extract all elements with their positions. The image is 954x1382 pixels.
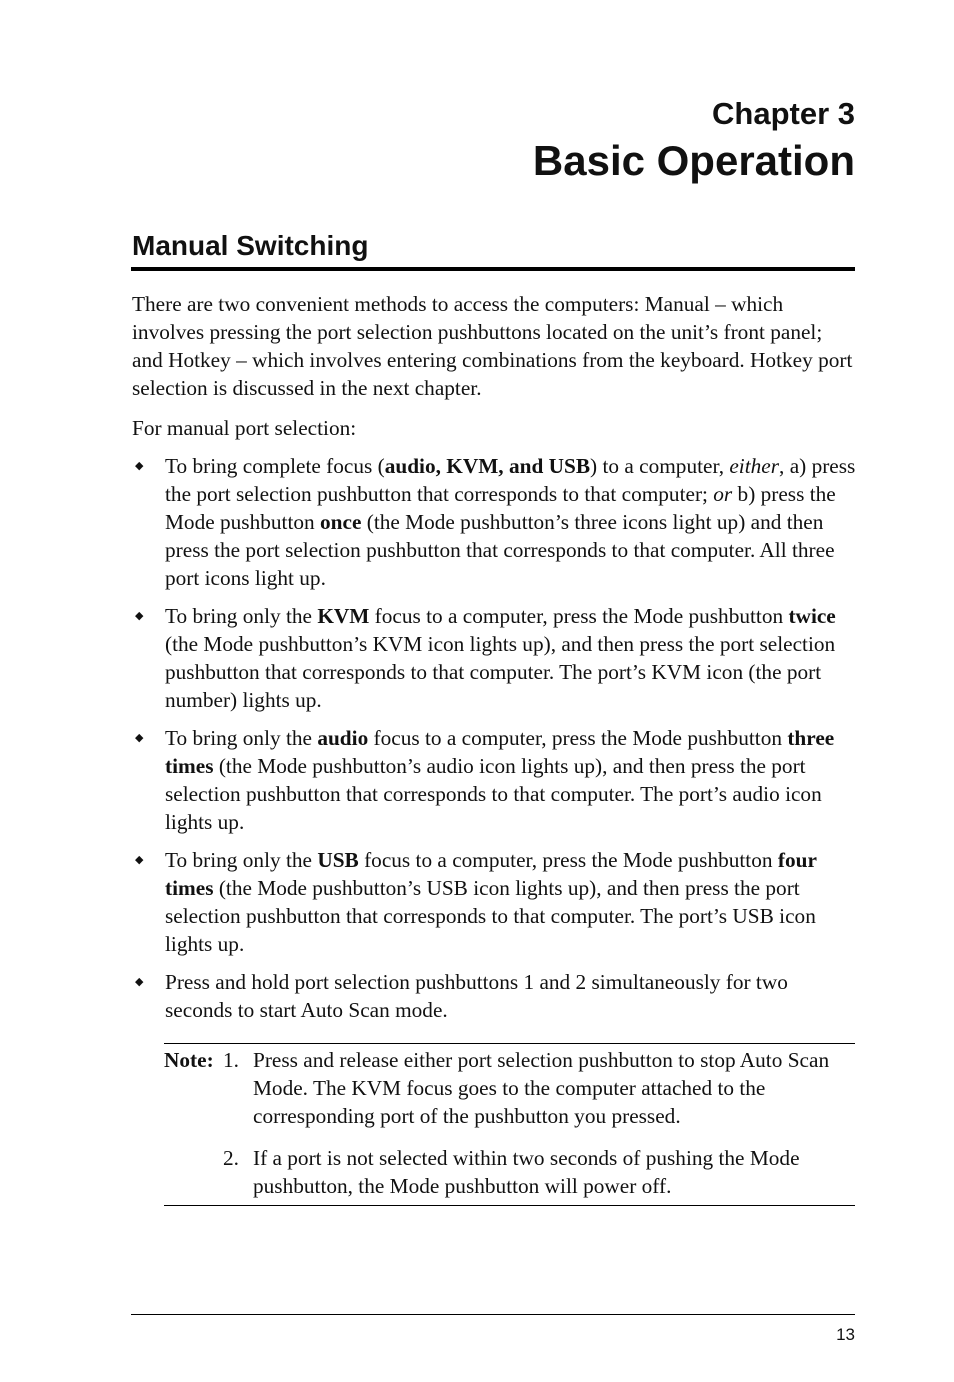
note-item: [164, 1046, 855, 1130]
lead-paragraph: For manual port selection:: [132, 416, 357, 440]
bullet-text: (the Mode pushbutton’s KVM icon lights up), and then press the port selection pushbutton that corresponds to that computer. The port’s KVM icon (the port number) lights up.: [165, 632, 836, 712]
bullet-text: focus to a computer, press the Mode pushbutton: [369, 604, 789, 628]
bullet-list: [132, 452, 857, 1034]
list-item: [132, 452, 857, 592]
list-item: [132, 724, 857, 836]
bullet-bold-text: three times: [165, 726, 835, 778]
bullet-text: To bring complete focus (: [165, 454, 385, 478]
diamond-bullet-icon: ◆: [135, 853, 144, 866]
bullet-text: To bring only the: [165, 848, 318, 872]
bullet-bold-text: four times: [165, 848, 817, 900]
note-number: 2.: [223, 1146, 239, 1170]
bullet-italic-text: either: [729, 454, 780, 478]
bullet-text: ) to a computer,: [590, 454, 730, 478]
bullet-bold-text: twice: [788, 604, 836, 628]
bullet-text: , a) press the port selection pushbutton that corresponds to that computer;: [165, 454, 856, 506]
bullet-bold-text: audio: [317, 726, 369, 750]
diamond-bullet-icon: ◆: [135, 609, 144, 622]
bullet-text: To bring only the: [165, 604, 318, 628]
note-top-rule: [164, 1043, 855, 1044]
bullet-italic-text: or: [713, 482, 733, 506]
section-rule: [131, 267, 855, 271]
diamond-bullet-icon: ◆: [135, 459, 144, 472]
section-heading: Manual Switching: [132, 230, 369, 261]
bullet-bold-text: USB: [317, 848, 359, 872]
note-number: 1.: [223, 1048, 239, 1072]
note-label: Note:: [164, 1048, 214, 1072]
note-text: If a port is not selected within two seconds of pushing the Mode pushbutton, the Mode pushbutton will power off.: [253, 1146, 800, 1198]
note-item: [164, 1144, 855, 1200]
note-block: [164, 1046, 855, 1214]
bullet-text: focus to a computer, press the Mode pushbutton: [368, 726, 788, 750]
diamond-bullet-icon: ◆: [135, 975, 144, 988]
page-number: 13: [836, 1325, 855, 1344]
chapter-title: Basic Operation: [532, 137, 855, 184]
bullet-text: b) press the Mode pushbutton: [165, 482, 836, 534]
bullet-text: focus to a computer, press the Mode pushbutton: [358, 848, 778, 872]
footer-rule: [131, 1314, 855, 1315]
bullet-bold-text: audio, KVM, and USB: [384, 454, 591, 478]
bullet-text: (the Mode pushbutton’s three icons light up) and then press the port selection pushbutton that corresponds to that computer. All three port icons light up.: [165, 510, 835, 590]
bullet-bold-text: once: [320, 510, 362, 534]
bullet-text: (the Mode pushbutton’s audio icon lights up), and then press the port selection pushbutton that corresponds to that computer. The port’s audio icon lights up.: [165, 754, 822, 834]
list-item: [132, 602, 857, 714]
note-bottom-rule: [164, 1205, 855, 1206]
list-item: [132, 968, 857, 1024]
bullet-text: (the Mode pushbutton’s USB icon lights up), and then press the port selection pushbutton that corresponds to that computer. The port’s USB icon lights up.: [165, 876, 816, 956]
bullet-bold-text: KVM: [317, 604, 370, 628]
note-text: Press and release either port selection pushbutton to stop Auto Scan Mode. The KVM focus goes to the computer attached to the corresponding port of the pushbutton you pressed.: [253, 1048, 830, 1128]
diamond-bullet-icon: ◆: [135, 731, 144, 744]
bullet-text: To bring only the: [165, 726, 318, 750]
bullet-text: Press and hold port selection pushbuttons 1 and 2 simultaneously for two seconds to start Auto Scan mode.: [165, 970, 788, 1022]
intro-paragraph: There are two convenient methods to access the computers: Manual – which involves pressing the port selection pushbuttons located on the unit’s front panel; and Hotkey – which involves entering combinations from the keyboard. Hotkey port selection is discussed in the next chapter.: [132, 292, 853, 400]
list-item: [132, 846, 857, 958]
chapter-label: Chapter 3: [712, 96, 855, 131]
